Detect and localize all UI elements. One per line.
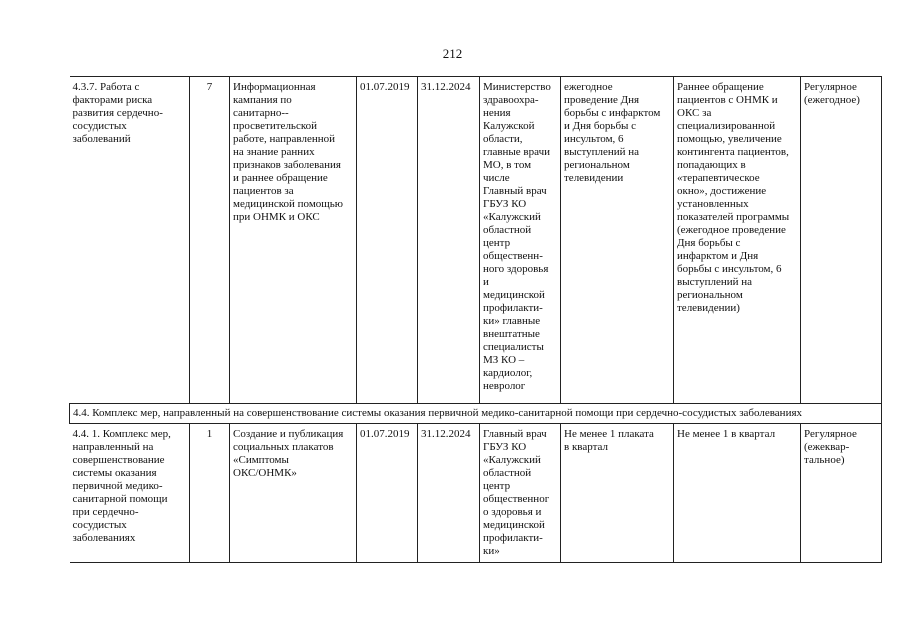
end-date-cell: 31.12.2024 bbox=[418, 424, 480, 563]
activity-cell: 4.4. 1. Комплекс мер, направленный на совершенствование системы оказания первичной медико- санитарной помощи при сердечно- сосудистых заболеваниях bbox=[70, 424, 190, 563]
result-cell: Не менее 1 в квартал bbox=[674, 424, 801, 563]
characteristic-cell: ежегодное проведение Дня борьбы с инфарктом и Дня борьбы с инсультом, 6 выступлений на региональном телевидении bbox=[561, 77, 674, 404]
periodicity-cell: Регулярное (ежеквар- тальное) bbox=[801, 424, 882, 563]
periodicity-cell: Регулярное (ежегодное) bbox=[801, 77, 882, 404]
start-date-cell: 01.07.2019 bbox=[357, 77, 418, 404]
section-header: 4.4. Комплекс мер, направленный на совершенствование системы оказания первичной медико-санитарной помощи при сердечно-сосудистых заболеваниях bbox=[70, 404, 882, 424]
number-cell: 1 bbox=[190, 424, 230, 563]
description-cell: Информационная кампания по санитарно-- просветительской работе, направленной на знание ранних признаков заболевания и раннее обращение пациентов за медицинской помощью при ОНМК и ОКС bbox=[230, 77, 357, 404]
responsible-cell: Главный врач ГБУЗ КО «Калужский областной центр общественног о здоровья и медицинской профилакти- ки» bbox=[480, 424, 561, 563]
table-row bbox=[70, 77, 882, 404]
responsible-cell: Министерство здравоохра- нения Калужской области, главные врачи МО, в том числе Главный врач ГБУЗ КО «Калужский областной центр общественн- ного здоровья и медицинской профилакти- ки» главные внештатные специалисты МЗ КО – кардиолог, невролог bbox=[480, 77, 561, 404]
end-date-cell: 31.12.2024 bbox=[418, 77, 480, 404]
start-date-cell: 01.07.2019 bbox=[357, 424, 418, 563]
table-row bbox=[70, 424, 882, 563]
activity-cell: 4.3.7. Работа с факторами риска развития сердечно- сосудистых заболеваний bbox=[70, 77, 190, 404]
number-cell: 7 bbox=[190, 77, 230, 404]
description-cell: Создание и публикация социальных плакатов «Симптомы ОКС/ОНМК» bbox=[230, 424, 357, 563]
section-header-row bbox=[70, 404, 882, 424]
result-cell: Раннее обращение пациентов с ОНМК и ОКС за специализированной помощью, увеличение контингента пациентов, попадающих в «терапевтическое окно», достижение установленных показателей программы (ежегодное проведение Дня борьбы с инфарктом и Дня борьбы с инсультом, 6 выступлений на региональном телевидении) bbox=[674, 77, 801, 404]
characteristic-cell: Не менее 1 плаката в квартал bbox=[561, 424, 674, 563]
activities-table bbox=[69, 76, 882, 563]
page-number: 212 bbox=[442, 46, 463, 61]
